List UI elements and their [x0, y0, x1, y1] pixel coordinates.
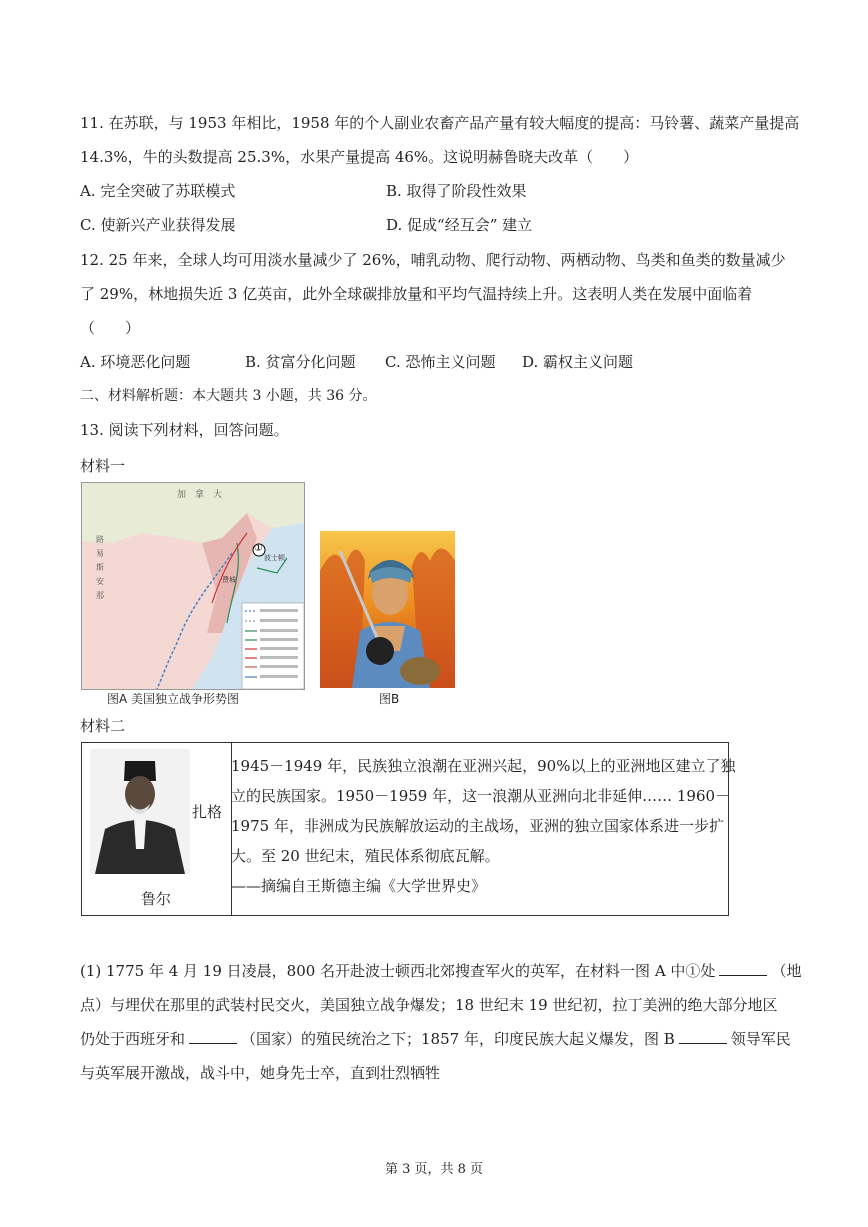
material-one-label: 材料一 — [80, 457, 126, 475]
map-label-louisiana: 路易斯安那 — [96, 535, 104, 600]
q11-option-a: A. 完全突破了苏联模式 — [80, 182, 236, 200]
person-photo — [90, 749, 190, 874]
material-two-line1: 1945－1949 年，民族独立浪潮在亚洲兴起，90%以上的亚洲地区建立了独 — [231, 757, 736, 775]
q11-option-c: C. 使新兴产业获得发展 — [80, 216, 236, 234]
q12-stem-line2: 了 29%，林地损失近 3 亿英亩，此外全球碳排放量和平均气温持续上升。这表明人类在发展中面临着 — [80, 285, 753, 303]
q12-stem-line3: （ ） — [80, 319, 141, 337]
portrait-photo — [90, 749, 190, 874]
figure-a-map — [81, 482, 305, 690]
sub1-line3 — [80, 1029, 791, 1049]
sub1-line3-text-b: （国家）的殖民统治之下；1857 年，印度民族大起义爆发，图 B — [241, 1030, 675, 1048]
q12-option-c: C. 恐怖主义问题 — [385, 353, 496, 371]
q12-option-d: D. 霸权主义问题 — [522, 353, 634, 371]
person-name-bottom: 鲁尔 — [141, 890, 172, 908]
warrior-woman-illustration — [320, 531, 455, 688]
sub1-line1-tail: （地 — [771, 962, 802, 980]
person-name-top: 扎格 — [192, 803, 223, 821]
material-two-source: ——摘编自王斯德主编《大学世界史》 — [231, 877, 487, 895]
material-two-label: 材料二 — [80, 717, 126, 735]
map-illustration — [82, 483, 304, 689]
sub1-line4: 与英军展开激战，战斗中，她身先士卒，直到壮烈牺牲 — [80, 1064, 441, 1082]
q11-option-b: B. 取得了阶段性效果 — [386, 182, 527, 200]
sub1-line2: 点）与埋伏在那里的武装村民交火，美国独立战争爆发；18 世纪末 19 世纪初，拉丁美洲的绝大部分地区 — [80, 996, 778, 1014]
sub1-line3-text-a: 仍处于西班牙和 — [80, 1030, 186, 1048]
q11-stem-line2: 14.3%，牛的头数提高 25.3%，水果产量提高 46%。这说明赫鲁晓夫改革（ ） — [80, 148, 639, 166]
material-two-line3: 1975 年，非洲成为民族解放运动的主战场，亚洲的独立国家体系进一步扩 — [231, 817, 724, 835]
section-heading: 二、材料解析题：本大题共 3 小题，共 36 分。 — [80, 388, 377, 404]
figure-b-portrait — [320, 531, 455, 688]
sub1-line1 — [80, 961, 801, 981]
q12-stem-line1: 12. 25 年来，全球人均可用淡水量减少了 26%，哺乳动物、爬行动物、两栖动物、鸟类和鱼类的数量减少 — [80, 251, 786, 269]
material-two-line4: 大。至 20 世纪末，殖民体系彻底瓦解。 — [231, 847, 500, 865]
q12-option-a: A. 环境恶化问题 — [80, 353, 191, 371]
q11-option-d: D. 促成“经互会” 建立 — [386, 216, 533, 234]
q11-stem-line1: 11. 在苏联，与 1953 年相比，1958 年的个人副业农畜产品产量有较大幅度的提高：马铃薯、蔬菜产量提高 — [80, 114, 800, 132]
map-label-philadelphia: 费城 — [222, 576, 236, 584]
map-marker-1: ① — [254, 543, 263, 554]
material-two-line2: 立的民族国家。1950－1959 年，这一浪潮从亚洲向北非延伸…… 1960－ — [231, 787, 731, 805]
page-footer: 第 3 页，共 8 页 — [384, 1162, 484, 1177]
answer-blank-2[interactable] — [189, 1029, 237, 1044]
figure-b-caption: 图B — [379, 692, 400, 706]
sub1-line3-text-c: 领导军民 — [730, 1030, 791, 1048]
figure-a-caption: 图A 美国独立战争形势图 — [107, 692, 240, 706]
map-label-canada: 加 拿 大 — [177, 490, 223, 500]
sub1-line1-text: (1) 1775 年 4 月 19 日凌晨，800 名开赴波士顿西北郊搜查军火的英军，在材料一图 A 中①处 — [80, 962, 716, 980]
answer-blank-1[interactable] — [719, 961, 767, 976]
q12-option-b: B. 贫富分化问题 — [245, 353, 356, 371]
answer-blank-3[interactable] — [679, 1029, 727, 1044]
map-label-boston: 波士顿 — [264, 554, 285, 562]
q13-intro: 13. 阅读下列材料，回答问题。 — [80, 421, 289, 439]
